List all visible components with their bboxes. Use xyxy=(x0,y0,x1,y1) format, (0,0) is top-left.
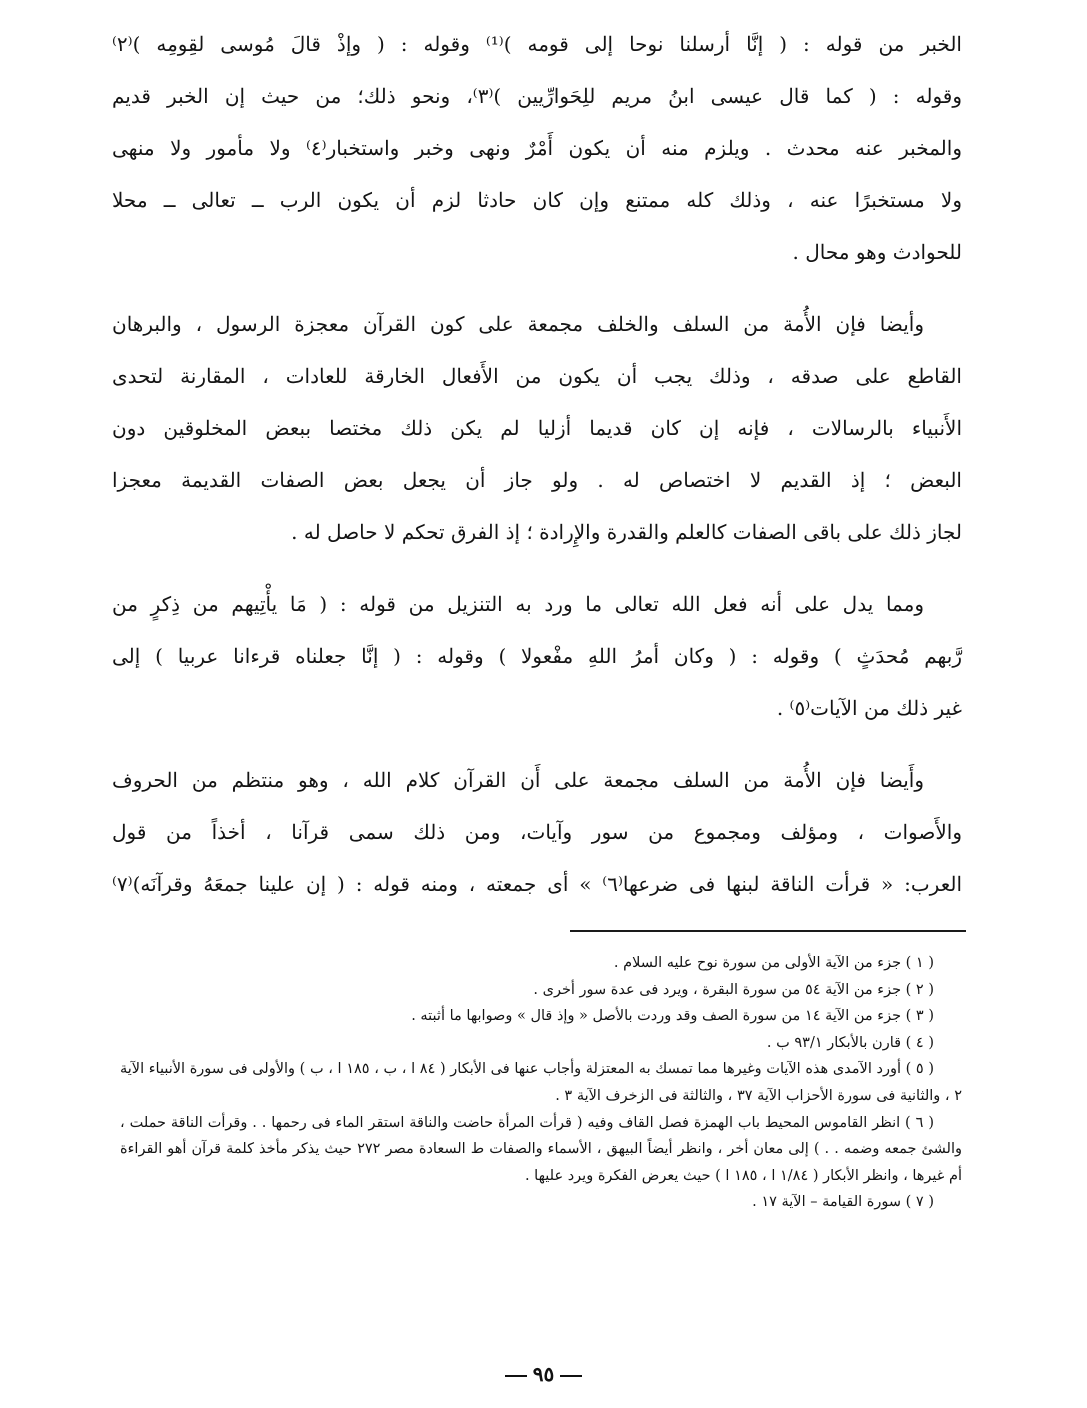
footnote-3: ( ٣ ) جزء من الآية ١٤ من سورة الصف وقد وردت بالأصل « وإذ قال » وصوابها ما أثبته . xyxy=(411,1008,934,1025)
text-line: العرب: « قرأت الناقة لبنها فى ضرعها⁽٦⁾ » أى جمعته ، ومنه قوله : ( إن علينا جمعَهُ وقرآنَه)⁽٧⁾ xyxy=(112,872,962,896)
text-line: للحوادث وهو محال . xyxy=(792,240,962,264)
text-line: والأَصوات ، ومؤلف ومجموع من سور وآيات، ومن ذلك سمى قرآنا ، أخذاً من قول xyxy=(112,820,962,844)
text-line: الخبر من قوله : ( إنَّا أرسلنا نوحا إلى قومه )⁽¹⁾ وقوله : ( وإذْ قالَ مُوسى لقِومِه )⁽٢⁾ xyxy=(112,32,962,56)
main-text xyxy=(112,18,962,910)
footnote-1: ( ١ ) جزء من الآية الأولى من سورة نوح عليه السلام . xyxy=(613,955,934,971)
text-line: القاطع على صدقه ، وذلك يجب أن يكون من الأَفعال الخارقة للعادات ، المقارنة لتحدى xyxy=(112,364,962,388)
text-line: لجاز ذلك على باقى الصفات كالعلم والقدرة والإِرادة ؛ إذ الفرق تحكم لا حاصل له . xyxy=(291,520,962,544)
footnote-5: ( ٥ ) أورد الآمدى هذه الآيات وغيرها مما تمسك به المعتزلة وأجاب عنها فى الأبكار ( ٨٤ ا ، ب ، ١٨٥ ا ، ب ) والأولى فى سورة الأنبياء الآية ٢ ، والثانية فى سورة الأحزاب الآية ٣٧ ، والثالثة فى الزخرف الآية ٣ . xyxy=(120,1061,962,1104)
text-line: ولا مستخبرًا عنه ، وذلك كله ممتنع وإن كان حادثا لزم أن يكون الرب ــ تعالى ــ محلا xyxy=(112,188,962,212)
text-line: والمخبر عنه محدث . ويلزم منه أن يكون أَمْرٌ ونهى وخبر واستخبار⁽٤⁾ ولا مأمور ولا منهى xyxy=(112,136,962,160)
footnotes xyxy=(120,950,962,1216)
text-line: ومما يدل على أنه فعل الله تعالى ما ورد به التنزيل من قوله : ( مَا يأْتِيهم من ذِكرٍ من xyxy=(112,592,924,616)
page-number xyxy=(0,1362,1087,1386)
page-number-value: ٩٥ xyxy=(532,1362,555,1386)
text-line: رَّبهم مُحدَثٍ ) وقوله : ( وكان أمرُ اللهِ مفْعولا ) وقوله : ( إنَّا جعلناه قرءانا عربيا ) إلى xyxy=(112,644,962,668)
footnote-7: ( ٧ ) سورة القيامة – الآية ١٧ . xyxy=(752,1194,934,1211)
footnote-2: ( ٢ ) جزء من الآية ٥٤ من سورة البقرة ، ويرد فى عدة سور أخرى . xyxy=(533,981,934,998)
text-line: غير ذلك من الآيات⁽٥⁾ . xyxy=(776,696,962,720)
dash-left xyxy=(560,1375,582,1377)
footnote-6: ( ٦ ) انظر القاموس المحيط باب الهمزة فصل القاف وفيه ( قرأت المرأة حاضت والناقة استقر الماء فى رحمها . . وقرأت الناقة حملت ، والشئ جمعه وضمه . . ) إلى معان أخر ، وانظر أيضاً البيهق ، الأسماء والصفات ط السعادة مصر ٢٧٢ حيث يذكر مأخذ كلمة قرآن أهو القراءة أم غيرها ، وانظر الأبكار ( ١/٨٤ ا ، ١٨٥ ا ) حيث يعرض الفكرة ويرد عليها . xyxy=(120,1114,962,1184)
text-line: البعض ؛ إذ القديم لا اختصاص له . ولو جاز أن يجعل بعض الصفات القديمة معجزا xyxy=(112,468,962,492)
paragraph-4 xyxy=(112,754,962,910)
footnote-divider xyxy=(570,930,966,932)
dash-right xyxy=(505,1375,527,1377)
paragraph-2 xyxy=(112,298,962,558)
paragraph-3 xyxy=(112,578,962,734)
paragraph-1 xyxy=(112,18,962,278)
text-line: وأيضا فإن الأُمة من السلف والخلف مجمعة على كون القرآن معجزة الرسول ، والبرهان xyxy=(112,312,924,336)
text-line: الأَنبياء بالرسالات ، فإنه إن كان قديما أزليا لم يكن ذلك مختصا ببعض المخلوقين دون xyxy=(112,416,962,440)
text-line: وقوله : ( كما قال عيسى ابنُ مريم للِحَوارِّيين )⁽٣⁾، ونحو ذلك؛ من حيث إن الخبر قديم xyxy=(112,84,962,108)
text-line: وأَيضا فإن الأُمة من السلف مجمعة على أَن القرآن كلام الله ، وهو منتظم من الحروف xyxy=(112,768,924,792)
footnote-4: ( ٤ ) قارن بالأبكار ٩٣/١ ب . xyxy=(766,1034,934,1051)
